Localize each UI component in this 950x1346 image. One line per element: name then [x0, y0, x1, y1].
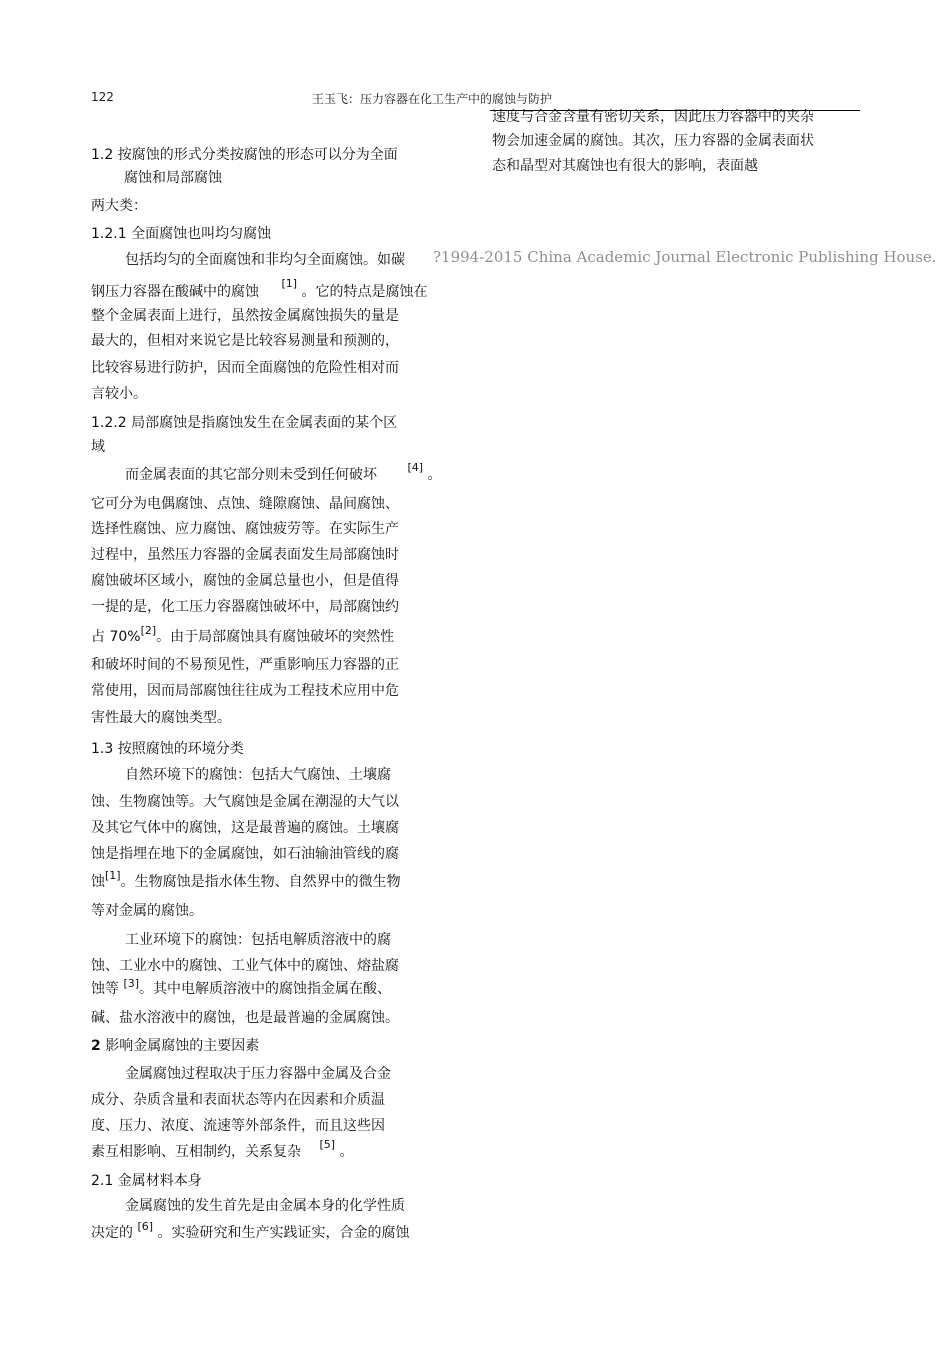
page-number: 122 [91, 90, 114, 104]
paragraph-line [91, 977, 392, 999]
text-span: 。由于局部腐蚀具有腐蚀破坏的突然性 [156, 629, 395, 645]
paragraph-line: 害性最大的腐蚀类型。 [91, 710, 231, 726]
paragraph-line: 过程中，虽然压力容器的金属表面发生局部腐蚀时 [91, 547, 399, 563]
text-span: 。其中电解质溶液中的腐蚀指金属在酸、 [139, 981, 392, 997]
paragraph-line: 等对金属的腐蚀。 [91, 903, 203, 919]
section-number: 2 [91, 1038, 101, 1054]
text-span: 。 [427, 467, 442, 483]
paragraph-line: 碱、盐水溶液中的腐蚀，也是最普遍的金属腐蚀。 [91, 1010, 399, 1026]
section-heading-1-2-2: 1.2.2 局部腐蚀是指腐蚀发生在金属表面的某个区 [91, 415, 398, 431]
paragraph-line [125, 461, 442, 485]
paragraph-line: 及其它气体中的腐蚀，这是最普遍的腐蚀。土壤腐 [91, 820, 399, 836]
paragraph-line: 比较容易进行防护，因而全面腐蚀的危险性相对而 [91, 360, 399, 376]
paragraph-line: 蚀、生物腐蚀等。大气腐蚀是金属在潮湿的大气以 [91, 794, 399, 810]
citation-superscript: [4] [407, 461, 424, 474]
text-span: 素互相影响、互相制约，关系复杂 [91, 1144, 301, 1160]
paragraph-line [91, 869, 401, 892]
citation-superscript: [1] [105, 869, 121, 882]
text-line: 腐蚀和局部腐蚀 [124, 170, 222, 186]
text-span: 蚀等 [91, 981, 119, 997]
section-heading-2-1: 2.1 金属材料本身 [91, 1173, 202, 1189]
citation-superscript: [1] [281, 277, 298, 290]
paragraph-line: 选择性腐蚀、应力腐蚀、腐蚀疲劳等。在实际生产 [91, 521, 399, 537]
right-column-line: 速度与合金含量有密切关系，因此压力容器中的夹杂 [492, 109, 814, 125]
citation-superscript: [6] [137, 1220, 154, 1233]
paragraph-line: 工业环境下的腐蚀：包括电解质溶液中的腐 [125, 932, 391, 948]
paragraph-line: 言较小。 [91, 386, 147, 402]
paragraph-line: 蚀、工业水中的腐蚀、工业气体中的腐蚀、熔盐腐 [91, 958, 399, 974]
section-title: 影响金属腐蚀的主要因素 [100, 1038, 260, 1054]
right-column-line: 态和晶型对其腐蚀也有很大的影响，表面越 [492, 158, 758, 174]
text-span: 钢压力容器在酸碱中的腐蚀 [91, 284, 259, 300]
paragraph-line: 金属腐蚀的发生首先是由金属本身的化学性质 [125, 1198, 405, 1214]
paragraph-line: 自然环境下的腐蚀：包括大气腐蚀、土壤腐 [125, 767, 391, 783]
paragraph-line: 和破坏时间的不易预见性，严重影响压力容器的正 [91, 657, 399, 673]
citation-superscript: [5] [319, 1138, 336, 1151]
citation-superscript: [3] [123, 977, 140, 990]
text-span: 。 [339, 1144, 354, 1160]
paragraph-line: 腐蚀破坏区域小，腐蚀的金属总量也小，但是值得 [91, 573, 399, 589]
paragraph-line: 一提的是，化工压力容器腐蚀破坏中，局部腐蚀约 [91, 599, 399, 615]
paragraph-line: 金属腐蚀过程取决于压力容器中金属及合金 [125, 1066, 391, 1082]
text-span: 。实验研究和生产实践证实，合金的腐蚀 [157, 1225, 410, 1241]
paragraph-line [91, 277, 428, 302]
text-span: 。生物腐蚀是指水体生物、自然界中的微生物 [120, 874, 401, 890]
paragraph-line [91, 1220, 410, 1243]
right-column-line: 物会加速金属的腐蚀。其次，压力容器的金属表面状 [492, 133, 814, 149]
paragraph-line [91, 624, 395, 647]
citation-superscript: [2] [140, 624, 157, 637]
text-line: 两大类： [91, 198, 147, 214]
text-span: 决定的 [91, 1225, 133, 1241]
paragraph-line: 包括均匀的全面腐蚀和非均匀全面腐蚀。如碳 [125, 252, 405, 268]
copyright-watermark: ?1994-2015 China Academic Journal Electronic Publishing House. [433, 248, 937, 266]
running-title: 王玉飞：压力容器在化工生产中的腐蚀与防护 [312, 92, 553, 106]
text-span: 而金属表面的其它部分则未受到任何破坏 [125, 467, 377, 483]
section-heading-2 [91, 1037, 259, 1056]
section-heading-1-2: 1.2 按腐蚀的形式分类按腐蚀的形态可以分为全面 [91, 147, 398, 163]
text-line: 域 [91, 439, 105, 455]
section-heading-1-3: 1.3 按照腐蚀的环境分类 [91, 741, 244, 757]
paragraph-line: 度、压力、浓度、流速等外部条件，而且这些因 [91, 1118, 385, 1134]
paragraph-line: 整个金属表面上进行，虽然按金属腐蚀损失的量是 [91, 308, 399, 324]
section-heading-1-2-1: 1.2.1 全面腐蚀也叫均匀腐蚀 [91, 226, 272, 242]
paragraph-line: 成分、杂质含量和表面状态等内在因素和介质温 [91, 1092, 385, 1108]
text-span: 。它的特点是腐蚀在 [301, 284, 428, 300]
text-span: 占 70% [91, 629, 141, 645]
paragraph-line [91, 1138, 354, 1162]
paragraph-line: 它可分为电偶腐蚀、点蚀、缝隙腐蚀、晶间腐蚀、 [91, 496, 399, 512]
text-span: 蚀 [91, 874, 105, 890]
paragraph-line: 常使用，因而局部腐蚀往往成为工程技术应用中危 [91, 683, 399, 699]
paragraph-line: 蚀是指埋在地下的金属腐蚀，如石油输油管线的腐 [91, 846, 399, 862]
paragraph-line: 最大的，但相对来说它是比较容易测量和预测的， [91, 333, 399, 349]
